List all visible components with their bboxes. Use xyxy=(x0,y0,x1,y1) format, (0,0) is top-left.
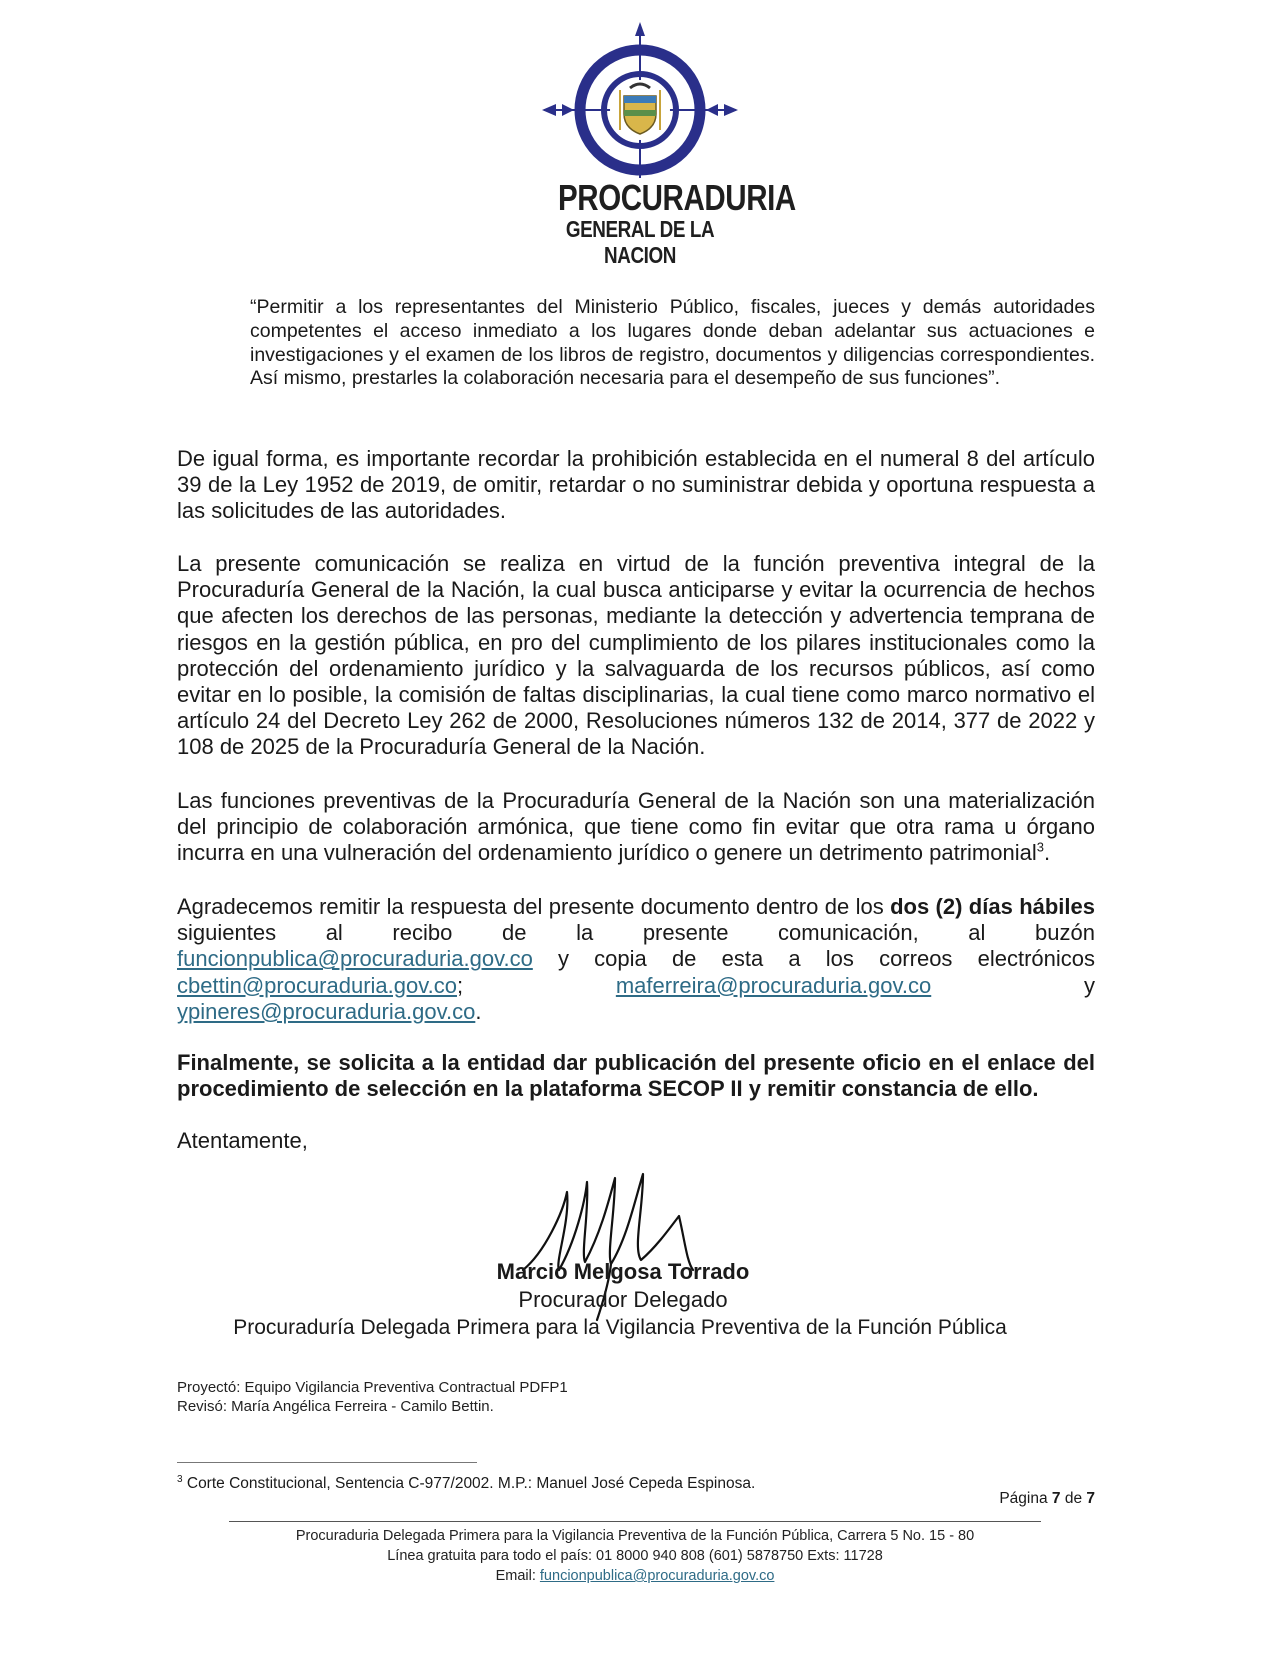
page-current: 7 xyxy=(1051,1490,1061,1507)
crosshair-emblem-icon xyxy=(540,18,740,178)
conjunction-y: y xyxy=(1083,972,1095,998)
footer-divider xyxy=(229,1521,1041,1522)
footnote-divider xyxy=(177,1462,477,1463)
paragraph-prohibition: De igual forma, es importante recordar la prohibición establecida en el numeral 8 del artículo 39 de la Ley 1952 de 2019, de omitir, retardar o no suministrar debida y oportuna respuesta a las solicitudes de las autoridades. xyxy=(177,446,1095,524)
email-link-funcionpublica[interactable]: funcionpublica@procuraduria.gov.co xyxy=(177,946,533,972)
procuraduria-logo xyxy=(540,18,796,268)
email-separator: ; xyxy=(456,972,464,998)
email-link-maferreira[interactable]: maferreira@procuraduria.gov.co xyxy=(615,972,932,998)
email-line xyxy=(177,973,1095,999)
footer-address: Procuraduria Delegada Primera para la Vigilancia Preventiva de la Función Pública, Carrera 5 No. 15 - 80 xyxy=(295,1528,975,1544)
paragraph-preventive-function: La presente comunicación se realiza en virtud de la función preventiva integral de la Procuraduría General de la Nación, la cual busca anticiparse y evitar la ocurrencia de hechos que afecten los derechos de las personas, mediante la detección y advertencia temprana de riesgos en la gestión pública, en pro del cumplimiento de los pilares institucionales como la protección del ordenamiento jurídico y la salvaguarda de los recursos públicos, así como evitar en lo posible, la comisión de faltas disciplinarias, la cual tiene como marco normativo el artículo 24 del Decreto Ley 262 de 2000, Resoluciones números 132 de 2014, 377 de 2022 y 108 de 2025 de la Procuraduría General de la Nación. xyxy=(177,551,1095,760)
request-text-start: Agradecemos remitir la respuesta del presente documento dentro de los xyxy=(177,894,891,919)
footnote-number: 3 xyxy=(177,1473,183,1485)
request-text-mid: y copia de esta a los correos electrónicos xyxy=(532,946,1095,972)
paragraph-text: Las funciones preventivas de la Procuraduría General de la Nación son una materialización del principio de colaboración armónica, que tiene como fin evitar que otra rama u órgano incurra en una vulneración del ordenamiento jurídico o genere un detrimento patrimonial xyxy=(177,788,1095,866)
footer-email-label: Email: xyxy=(495,1568,540,1584)
logo-subtitle: GENERAL DE LA NACION xyxy=(565,216,715,268)
email-link-ypineres[interactable]: ypineres@procuraduria.gov.co xyxy=(177,998,476,1024)
logo-title: PROCURADURIA xyxy=(558,177,796,218)
paragraph-secop-request: Finalmente, se solicita a la entidad dar publicación del presente oficio en el enlace del procedimiento de selección en la plataforma SECOP II y remitir constancia de ello. xyxy=(177,1050,1095,1102)
paragraph-response-request xyxy=(177,894,1095,1025)
signer-office: Procuraduría Delegada Primera para la Vigilancia Preventiva de la Función Pública xyxy=(233,1316,1007,1339)
projected-by: Proyectó: Equipo Vigilancia Preventiva Contractual PDFP1 xyxy=(177,1379,568,1396)
page-footer xyxy=(229,1526,1041,1586)
signature-block xyxy=(177,1258,1095,1342)
signer-name: Marcio Melgosa Torrado xyxy=(496,1259,750,1284)
page-of: de xyxy=(1060,1490,1087,1507)
paragraph-end: . xyxy=(1043,840,1051,866)
closing-salutation: Atentamente, xyxy=(177,1128,308,1153)
drafting-credits xyxy=(177,1378,568,1416)
footer-email-link[interactable]: funcionpublica@procuraduria.gov.co xyxy=(539,1568,775,1584)
footnote xyxy=(177,1474,755,1494)
reviewed-by: Revisó: María Angélica Ferreira - Camilo Bettin. xyxy=(177,1398,494,1415)
paragraph-end: . xyxy=(475,998,482,1024)
footnote-text: Corte Constitucional, Sentencia C-977/2002. M.P.: Manuel José Cepeda Espinosa. xyxy=(182,1475,756,1492)
request-text-after: siguientes al recibo de la presente comunicación, al buzón xyxy=(177,920,1095,946)
footnote-ref[interactable]: 3 xyxy=(1036,840,1044,856)
page-total: 7 xyxy=(1086,1490,1095,1507)
signer-role: Procurador Delegado xyxy=(518,1287,728,1312)
page-number xyxy=(960,1490,1095,1508)
quoted-text: “Permitir a los representantes del Ministerio Público, fiscales, jueces y demás autoridades competentes el acceso inmediato a los lugares donde deban adelantar sus actuaciones e investigaciones y el examen de los libros de registro, documentos y diligencias correspondientes. Así mismo, prestarles la colaboración necesaria para el desempeño de sus funciones”. xyxy=(250,296,1095,390)
paragraph-harmonic-collaboration xyxy=(177,788,1095,867)
email-link-cbettin[interactable]: cbettin@procuraduria.gov.co xyxy=(177,972,457,998)
footer-email-line xyxy=(229,1566,1041,1586)
footer-phone: Línea gratuita para todo el país: 01 8000 940 808 (601) 5878750 Exts: 11728 xyxy=(387,1548,883,1564)
deadline-bold: dos (2) días hábiles xyxy=(890,894,1095,919)
page-label: Página xyxy=(999,1490,1052,1507)
